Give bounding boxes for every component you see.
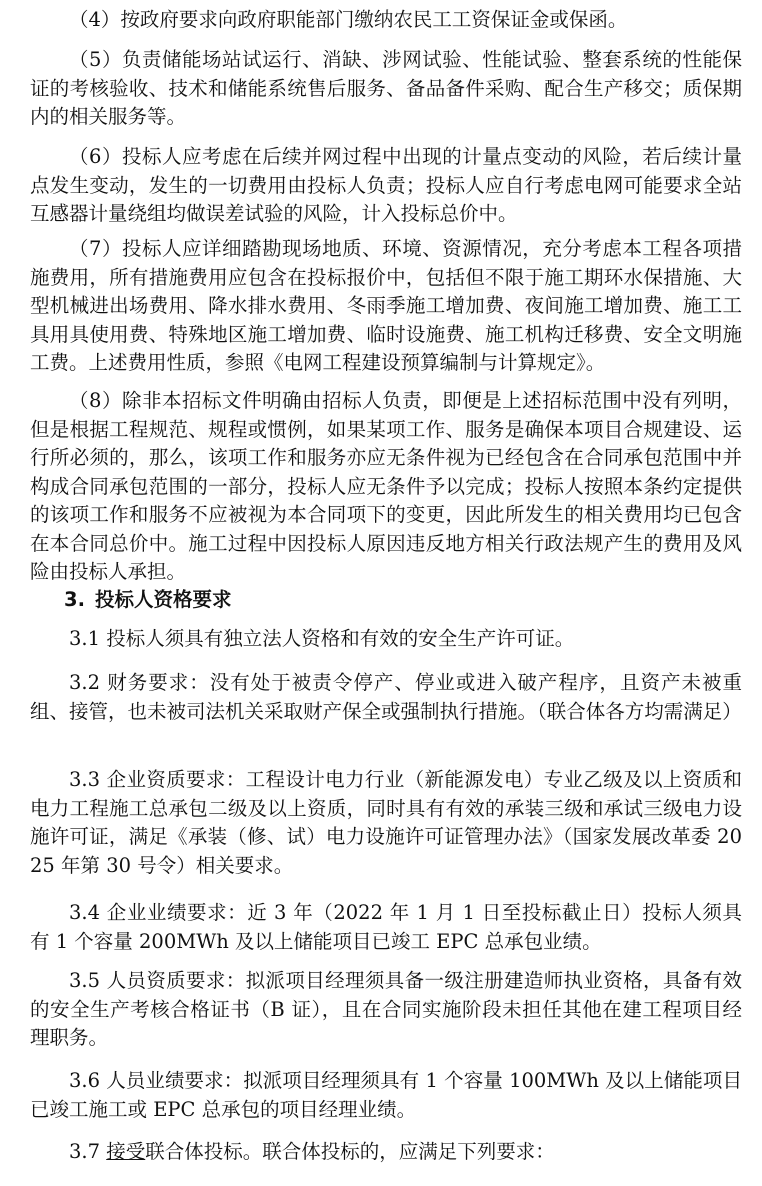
item-3-7-prefix: 3.7 bbox=[69, 1140, 107, 1163]
item-3-4: 3.4 企业业绩要求：近 3 年（2022 年 1 月 1 日至投标截止日）投标人须具有 1 个容量 200MWh 及以上储能项目已竣工 EPC 总承包业绩。 bbox=[30, 901, 742, 953]
item-3-7-suffix: 联合体投标。联合体投标的，应满足下列要求： bbox=[145, 1140, 555, 1163]
item-3-2: 3.2 财务要求：没有处于被责令停产、停业或进入破产程序，且资产未被重组、接管，也未被司法机关采取财产保全或强制执行措施。（联合体各方均需满足） bbox=[30, 671, 742, 723]
section-3-heading bbox=[64, 586, 232, 615]
item-3-5: 3.5 人员资质要求：拟派项目经理须具备一级注册建造师执业资格，具备有效的安全生产考核合格证书（B 证），且在合同实施阶段未担任其他在建工程项目经理职务。 bbox=[30, 969, 742, 1049]
section-3-number: 3. bbox=[64, 588, 85, 611]
paragraph-5: （5）负责储能场站试运行、消缺、涉网试验、性能试验、整套系统的性能保证的考核验收、技术和储能系统售后服务、备品备件采购、配合生产移交；质保期内的相关服务等。 bbox=[30, 48, 742, 128]
paragraph-7: （7）投标人应详细踏勘现场地质、环境、资源情况，充分考虑本工程各项措施费用，所有措施费用应包含在投标报价中，包括但不限于施工期环水保措施、大型机械进出场费用、降水排水费用、冬雨季施工增加费、夜间施工增加费、施工工具用具使用费、特殊地区施工增加费、临时设施费、施工机构迁移费、安全文明施工费。上述费用性质，参照《电网工程建设预算编制与计算规定》。 bbox=[30, 237, 742, 374]
paragraph-4: （4）按政府要求向政府职能部门缴纳农民工工资保证金或保函。 bbox=[69, 8, 628, 31]
paragraph-8: （8）除非本招标文件明确由招标人负责，即便是上述招标范围中没有列明，但是根据工程规范、规程或惯例，如果某项工作、服务是确保本项目合规建设、运行所必须的，那么，该项工作和服务亦应无条件视为已经包含在合同承包范围中并构成合同承包范围的一部分，投标人应无条件予以完成；投标人按照本条约定提供的该项工作和服务不应被视为本合同项下的变更，因此所发生的相关费用均已包含在本合同总价中。施工过程中因投标人原因违反地方相关行政法规产生的费用及风险由投标人承担。 bbox=[30, 389, 742, 583]
item-3-7 bbox=[30, 1138, 742, 1167]
item-3-3: 3.3 企业资质要求：工程设计电力行业（新能源发电）专业乙级及以上资质和电力工程施工总承包二级及以上资质，同时具有有效的承装三级和承试三级电力设施许可证，满足《承装（修、试）电力设施许可证管理办法》（国家发展改革委 2025 年第 30 号令）相关要求。 bbox=[30, 768, 742, 877]
section-3-title: 投标人资格要求 bbox=[94, 588, 232, 611]
item-3-7-underlined-word: 接受 bbox=[106, 1140, 146, 1163]
item-3-1: 3.1 投标人须具有独立法人资格和有效的安全生产许可证。 bbox=[69, 627, 575, 650]
item-3-6: 3.6 人员业绩要求：拟派项目经理须具有 1 个容量 100MWh 及以上储能项目已竣工施工或 EPC 总承包的项目经理业绩。 bbox=[30, 1069, 742, 1121]
paragraph-6: （6）投标人应考虑在后续并网过程中出现的计量点变动的风险，若后续计量点发生变动，发生的一切费用由投标人负责；投标人应自行考虑电网可能要求全站互感器计量绕组均做误差试验的风险，计入投标总价中。 bbox=[30, 145, 742, 225]
